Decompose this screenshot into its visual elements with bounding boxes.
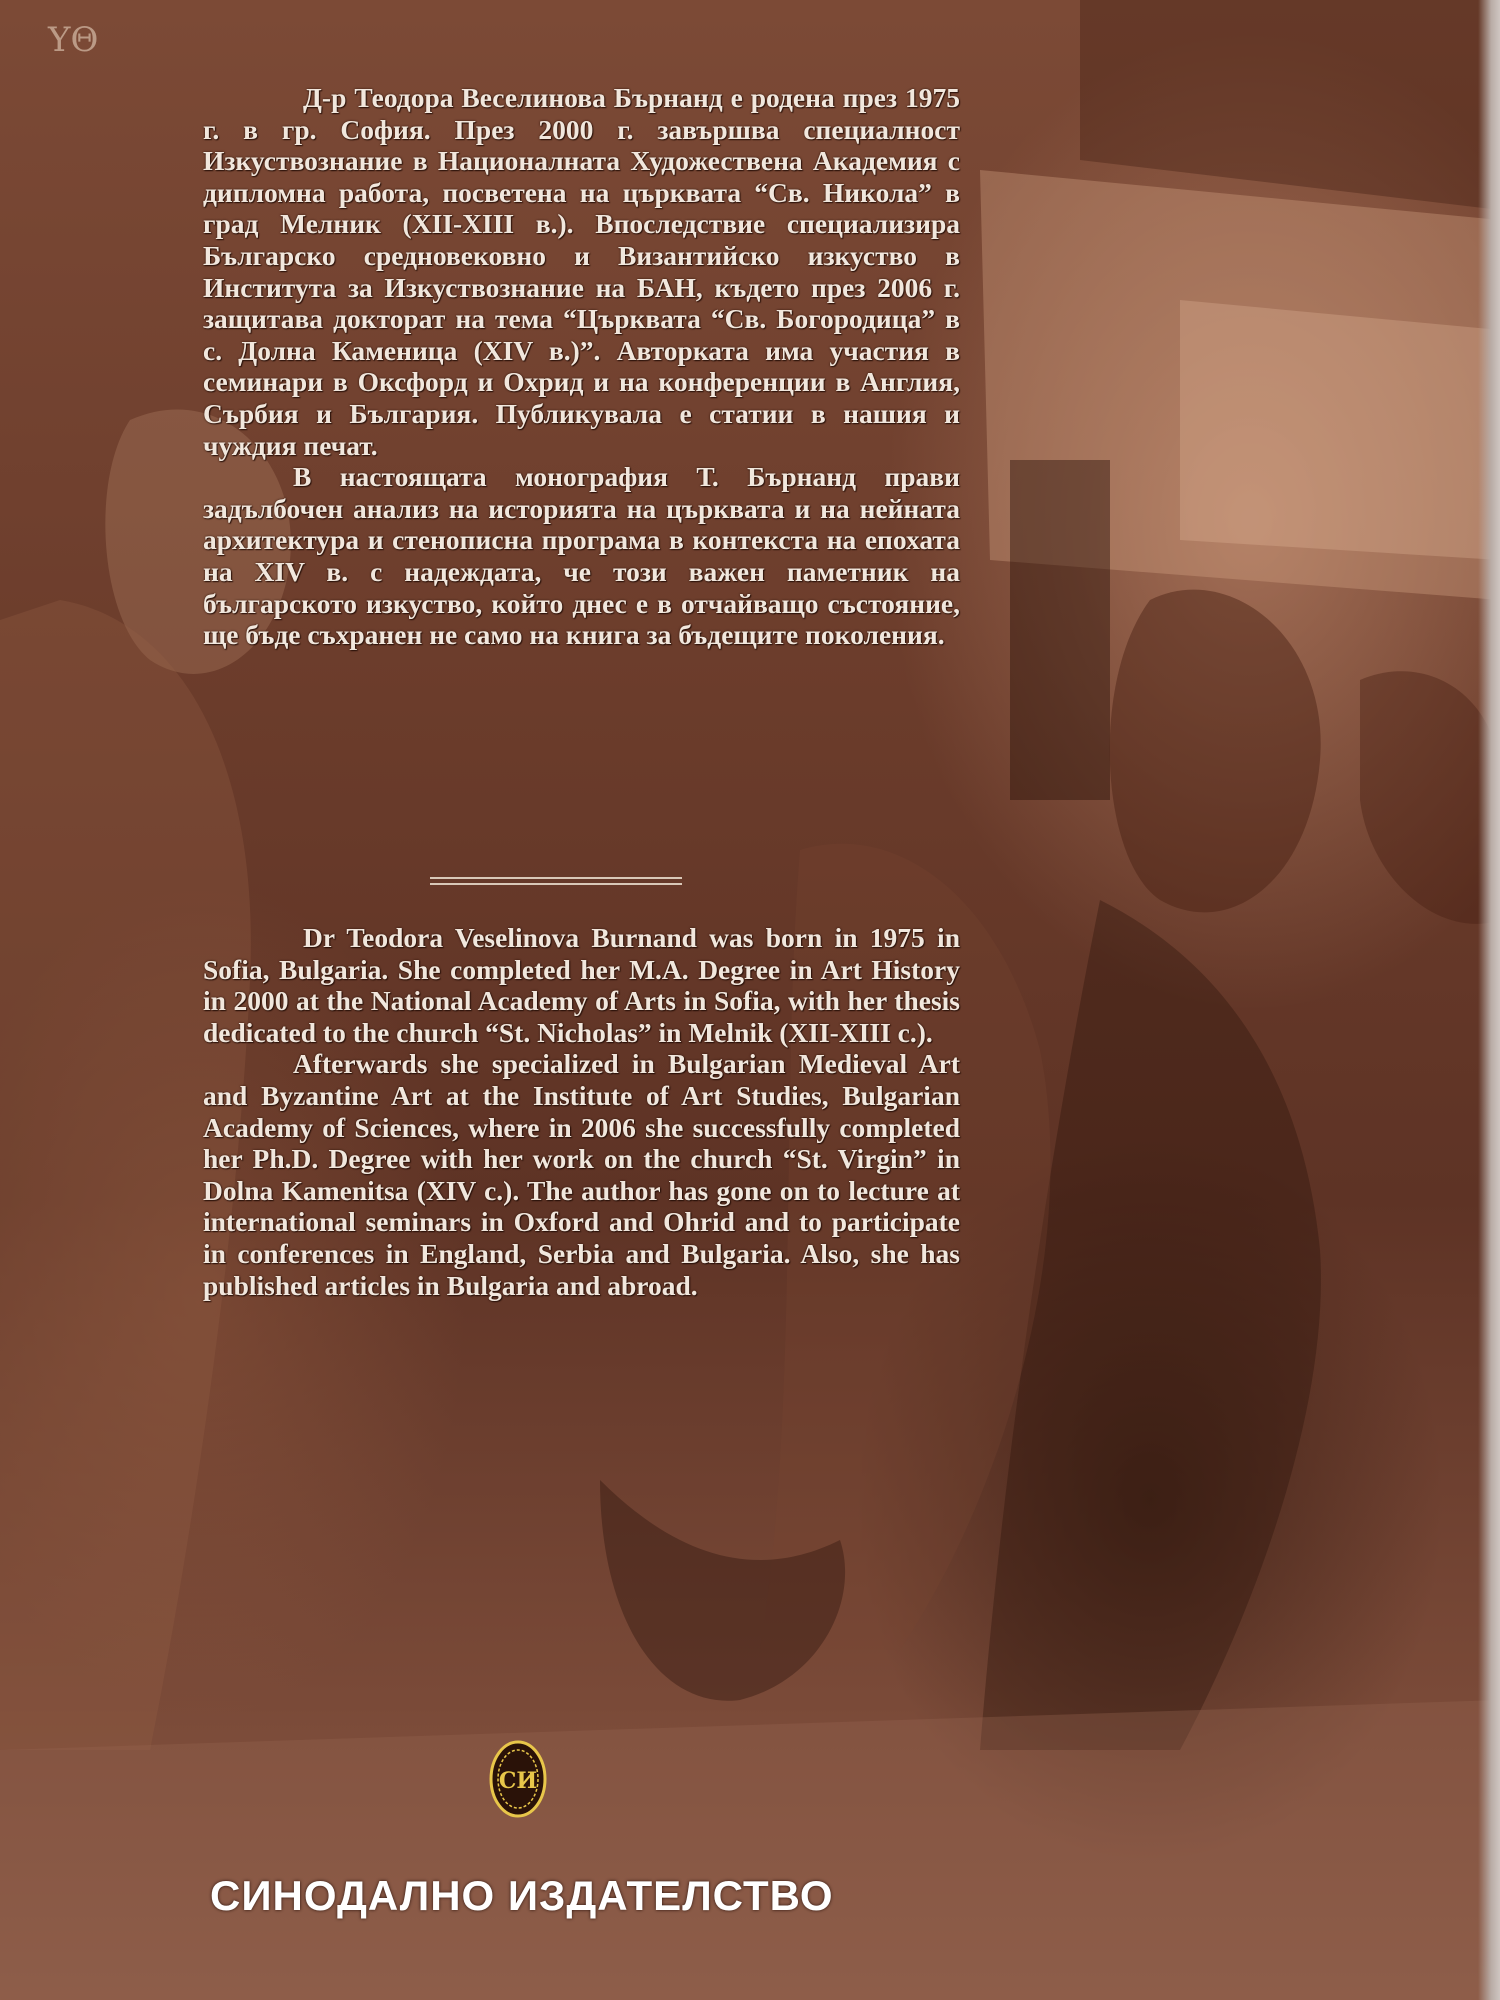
fresco-inscription: ΥΘ bbox=[48, 20, 99, 60]
english-paragraph-1: Dr Teodora Veselinova Burnand was born in 1975 in Sofia, Bulgaria. She completed her M.A. Degree in Art History in 2000 at the National Academy of Arts in Sofia, with her thesis dedicated to the church “St. Nicholas” in Melnik (XII-XIII c.). bbox=[203, 922, 960, 1048]
publisher-logo bbox=[489, 1740, 547, 1818]
page-edge bbox=[1478, 0, 1500, 2000]
bulgarian-author-bio bbox=[203, 82, 960, 651]
section-divider bbox=[430, 877, 682, 885]
bulgarian-paragraph-1: Д-р Теодора Веселинова Бърнанд е родена през 1975 г. в гр. София. През 2000 г. завършва специалност Изкуствознание в Националната Художествена Академия с дипломна работа, посветена на църквата “Св. Никола” в град Мелник (XII-XIII в.). Впоследствие специализира Българско средновековно и Византийско изкуство в Института за Изкуствознание на БАН, където през 2006 г. защитава докторат на тема “Църквата “Св. Богородица” в с. Долна Каменица (XIV в.)”. Авторката има участия в семинари в Оксфорд и Охрид и на конференции в Англия, Сърбия и България. Публикувала е статии в нашия и чуждия печат. bbox=[203, 82, 960, 461]
publisher-name: СИНОДАЛНО ИЗДАТЕЛСТВО bbox=[210, 1872, 834, 1919]
english-paragraph-2: Afterwards she specialized in Bulgarian Medieval Art and Byzantine Art at the Institute of Art Studies, Bulgarian Academy of Sciences, where in 2006 she successfully completed her Ph.D. Degree with her work on the church “St. Virgin” in Dolna Kamenitsa (XIV c.). The author has gone on to lecture at international seminars in Oxford and Ohrid and to participate in conferences in England, Serbia and Bulgaria. Also, she has published articles in Bulgaria and abroad. bbox=[203, 1048, 960, 1301]
english-author-bio bbox=[203, 922, 960, 1301]
logo-monogram: СИ bbox=[498, 1768, 538, 1794]
bulgarian-paragraph-2: В настоящата монография Т. Бърнанд прави задълбочен анализ на историята на църквата и на нейната архитектура и стенописна програма в контекста на епохата на XIV в. с надеждата, че този важен паметник на българското изкуство, който днес е в отчайващо състояние, ще бъде съхранен не само на книга за бъдещите поколения. bbox=[203, 461, 960, 651]
